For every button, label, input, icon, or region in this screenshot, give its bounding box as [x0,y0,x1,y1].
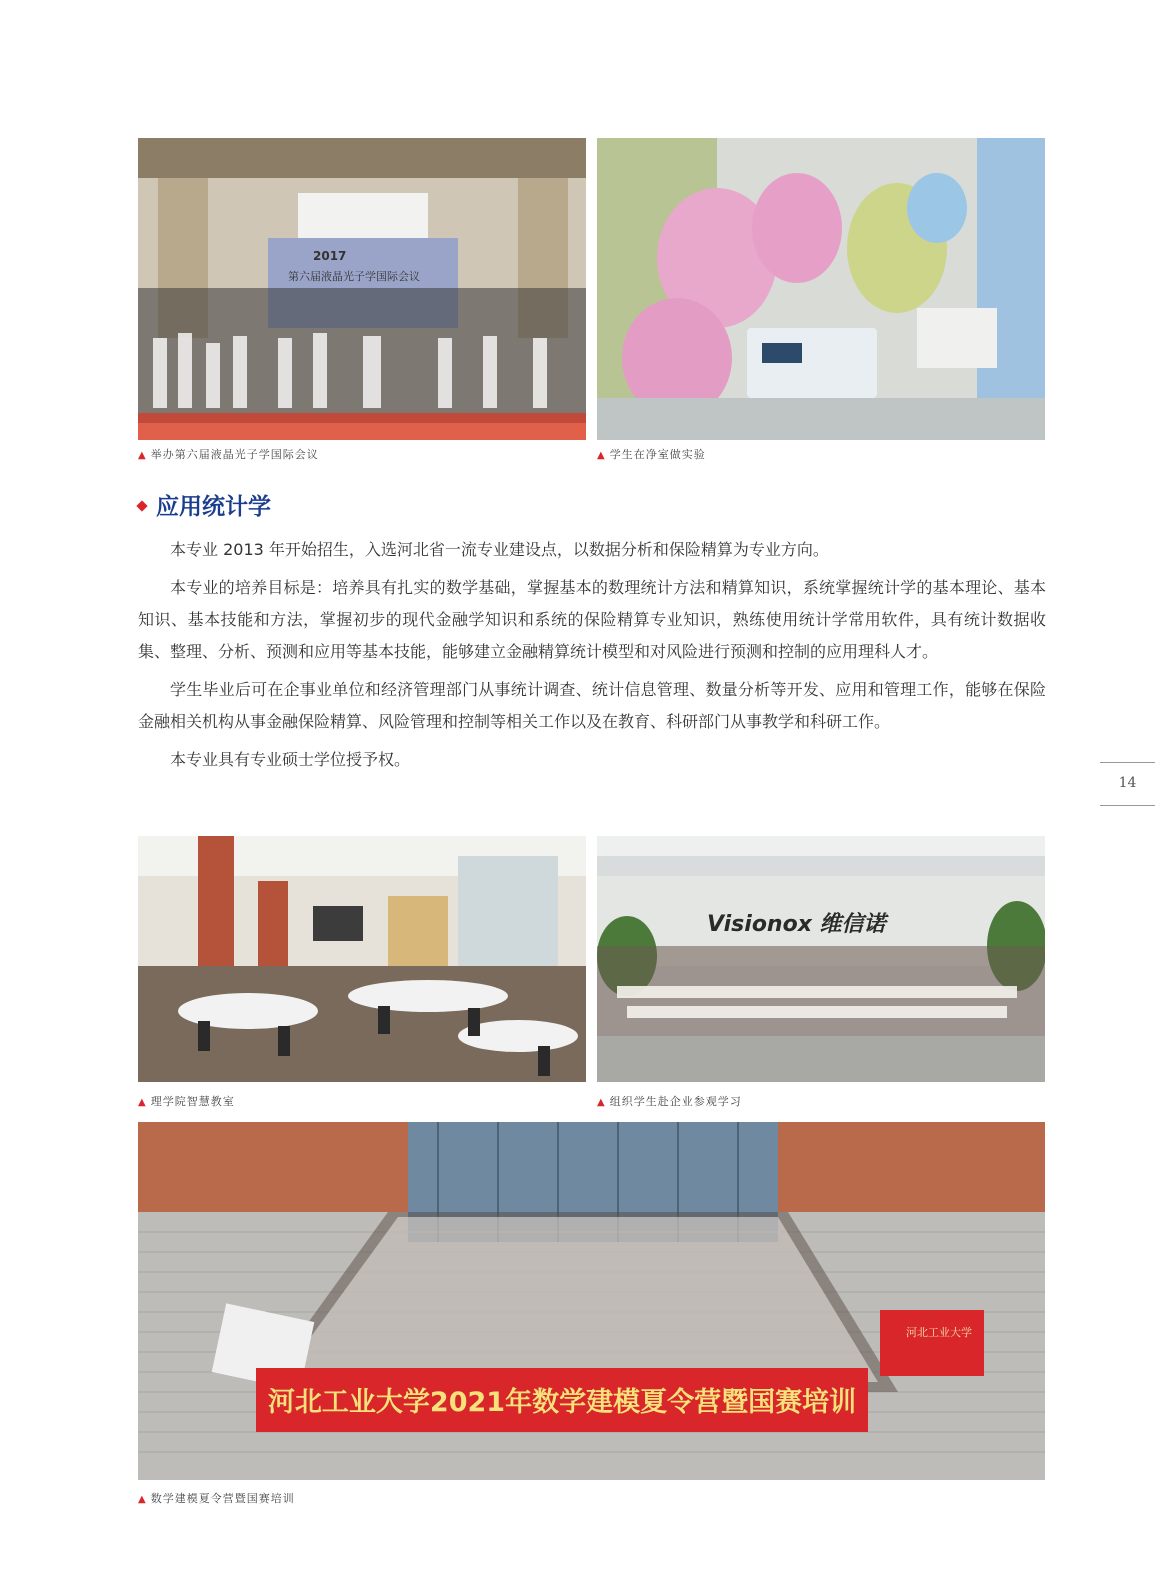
company-sign: Visionox 维信诺 [707,912,886,937]
photo-company [597,836,1045,1082]
photo-conference [138,138,586,440]
paragraph-2: 本专业的培养目标是：培养具有扎实的数学基础，掌握基本的数理统计方法和精算知识，系统掌握统计学的基本理论、基本知识、基本技能和方法，掌握初步的现代金融学知识和系统的保险精算专业知识，熟练使用统计学常用软件，具有统计数据收集、整理、分析、预测和应用等基本技能，能够建立金融精算统计模型和对风险进行预测和控制的应用理科人才。 [138,578,1046,661]
banner-title: 第六届液晶光子学国际会议 [288,270,420,283]
triangle-up-icon: ▲ [138,1494,147,1505]
triangle-up-icon: ▲ [597,1097,606,1108]
section-title [138,488,271,521]
paragraph-3: 学生毕业后可在企事业单位和经济管理部门从事统计调查、统计信息管理、数量分析等开发、应用和管理工作，能够在保险金融相关机构从事金融保险精算、风险管理和控制等相关工作以及在教育、科研部门从事教学和科研工作。 [138,680,1046,731]
caption-camp [138,1490,295,1506]
page-number-rule-top [1100,762,1155,763]
triangle-up-icon: ▲ [138,1097,147,1108]
caption-text: 理学院智慧教室 [150,1095,235,1108]
camp-flag-text: 河北工业大学 [906,1326,972,1339]
page-number: 14 [1118,775,1137,791]
caption-text: 举办第六届液晶光子学国际会议 [150,448,319,461]
caption-text: 数学建模夏令营暨国赛培训 [150,1492,295,1505]
page-number-rule-bottom [1100,805,1155,806]
section-title-text: 应用统计学 [156,494,271,520]
caption-classroom [138,1093,235,1109]
paragraph-1: 本专业 2013 年开始招生，入选河北省一流专业建设点，以数据分析和保险精算为专业方向。 [170,540,829,559]
caption-company [597,1093,742,1109]
photo-classroom [138,836,586,1082]
section-body [138,534,1046,782]
caption-conference [138,446,319,462]
diamond-icon [136,500,147,511]
triangle-up-icon: ▲ [138,450,147,461]
photo-camp [138,1122,1045,1480]
triangle-up-icon: ▲ [597,450,606,461]
caption-text: 组织学生赴企业参观学习 [609,1095,742,1108]
photo-cleanroom [597,138,1045,440]
caption-cleanroom [597,446,706,462]
banner-year: 2017 [313,249,347,263]
camp-banner-text: 河北工业大学2021年数学建模夏令营暨国赛培训 [267,1387,857,1418]
caption-text: 学生在净室做实验 [609,448,706,461]
paragraph-4: 本专业具有专业硕士学位授予权。 [170,750,411,769]
